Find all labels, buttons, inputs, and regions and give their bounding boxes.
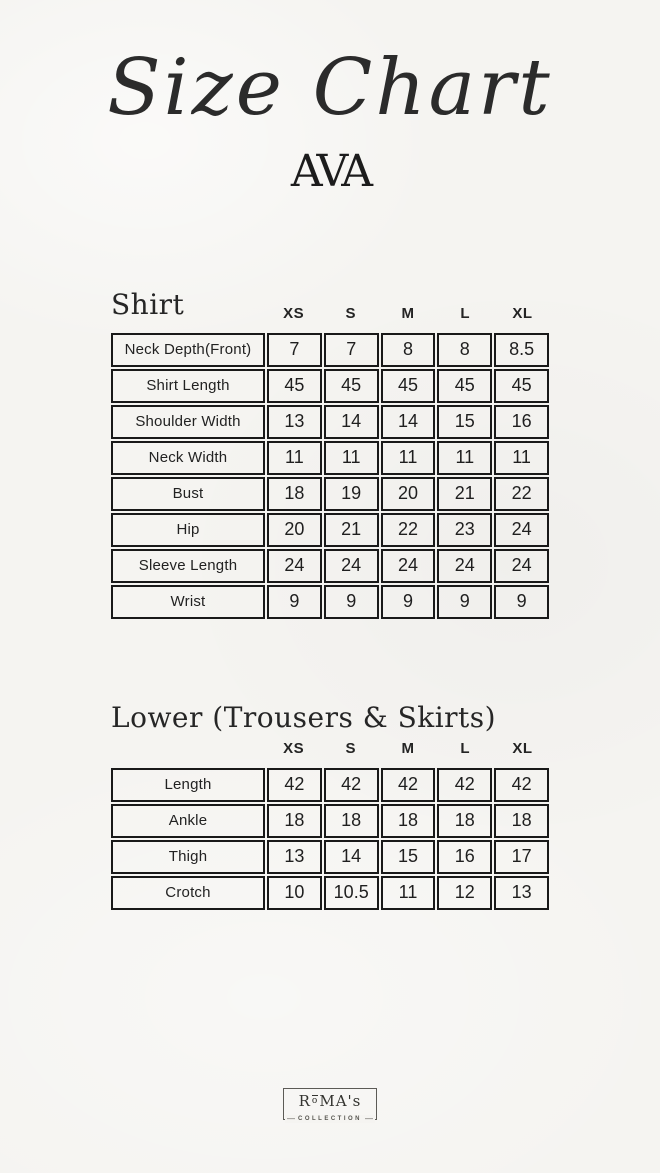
size-value: 8 [437,333,492,367]
brand-logo-subtext [285,1115,375,1123]
measurement-label: Neck Width [111,441,265,475]
size-value: 19 [324,477,379,511]
size-value: 7 [267,333,322,367]
size-value: 10.5 [324,876,379,910]
size-value: 42 [437,768,492,802]
table-row [111,585,549,619]
size-value: 42 [267,768,322,802]
size-value: 8 [381,333,436,367]
size-column-header: L [460,304,471,322]
size-value: 24 [267,549,322,583]
size-column-header: XS [283,739,305,757]
logo-letter-r: R [298,1091,311,1110]
measurement-label: Hip [111,513,265,547]
size-value: 9 [494,585,549,619]
size-column-header: M [401,304,415,322]
size-value: 13 [494,876,549,910]
measurement-label: Length [111,768,265,802]
size-value: 20 [381,477,436,511]
size-value: 13 [267,840,322,874]
table-row [111,549,549,583]
size-column-header: M [401,739,415,757]
size-value: 22 [381,513,436,547]
measurement-label: Shoulder Width [111,405,265,439]
size-value: 45 [437,369,492,403]
table-row [111,804,549,838]
table-row [111,477,549,511]
size-value: 18 [324,804,379,838]
shirt-section-head [109,288,551,327]
size-value: 10 [267,876,322,910]
brand-logo-text [299,1093,362,1110]
table-row [111,840,549,874]
lower-table [109,766,551,912]
size-value: 42 [381,768,436,802]
measurement-label: Shirt Length [111,369,265,403]
size-value: 11 [381,876,436,910]
masthead [0,0,660,198]
size-value: 24 [437,549,492,583]
size-value: 45 [267,369,322,403]
size-column-header: S [345,304,357,322]
measurement-label: Wrist [111,585,265,619]
collection-label: COLLECTION [297,1116,362,1123]
size-value: 11 [494,441,549,475]
table-row [111,768,549,802]
lower-heading: Lower (Trousers & Skirts) [111,700,497,734]
size-value: 20 [267,513,322,547]
size-value: 11 [267,441,322,475]
size-value: 45 [324,369,379,403]
size-value: 42 [324,768,379,802]
size-value: 45 [381,369,436,403]
size-value: 23 [437,513,492,547]
size-column-header: XL [512,304,533,322]
size-value: 7 [324,333,379,367]
size-value: 9 [381,585,436,619]
size-value: 11 [324,441,379,475]
lower-table-body [111,768,549,910]
size-value: 18 [437,804,492,838]
size-value: 13 [267,405,322,439]
size-value: 9 [437,585,492,619]
size-column-header: L [460,739,471,757]
lower-section [109,701,551,912]
size-column-header: S [345,739,357,757]
size-value: 14 [381,405,436,439]
shirt-size-header-row [265,305,551,327]
size-value: 42 [494,768,549,802]
brand-logo [283,1088,378,1124]
lower-size-header-row [265,740,551,762]
size-value: 21 [324,513,379,547]
shirt-section [109,288,551,621]
table-row [111,333,549,367]
shirt-heading: Shirt [111,287,185,321]
left-dash: — [286,1114,295,1124]
size-value: 8.5 [494,333,549,367]
size-value: 14 [324,840,379,874]
size-value: 24 [494,513,549,547]
size-value: 24 [381,549,436,583]
measurement-label: Ankle [111,804,265,838]
size-value: 16 [494,405,549,439]
shirt-table [109,331,551,621]
size-column-header: XL [512,739,533,757]
size-column-header: XS [283,304,305,322]
shirt-table-body [111,333,549,619]
table-row [111,441,549,475]
brand-name: AVA [290,146,370,198]
measurement-label: Neck Depth(Front) [111,333,265,367]
size-value: 9 [324,585,379,619]
table-row [111,876,549,910]
size-value: 16 [437,840,492,874]
table-row [111,405,549,439]
size-value: 18 [267,804,322,838]
size-value: 21 [437,477,492,511]
size-value: 24 [324,549,379,583]
size-value: 18 [381,804,436,838]
size-value: 15 [437,405,492,439]
size-value: 14 [324,405,379,439]
logo-letter-o: o [311,1095,319,1106]
size-value: 24 [494,549,549,583]
size-value: 12 [437,876,492,910]
measurement-label: Sleeve Length [111,549,265,583]
logo-letters-rest: MA's [319,1091,362,1110]
size-value: 22 [494,477,549,511]
footer [0,1088,660,1124]
table-row [111,513,549,547]
size-value: 9 [267,585,322,619]
size-value: 45 [494,369,549,403]
measurement-label: Bust [111,477,265,511]
size-value: 11 [437,441,492,475]
right-dash: — [364,1114,373,1124]
measurement-label: Thigh [111,840,265,874]
size-value: 18 [267,477,322,511]
page-title: Size Chart [107,43,553,133]
size-value: 18 [494,804,549,838]
measurement-label: Crotch [111,876,265,910]
size-value: 15 [381,840,436,874]
size-value: 17 [494,840,549,874]
table-row [111,369,549,403]
size-value: 11 [381,441,436,475]
